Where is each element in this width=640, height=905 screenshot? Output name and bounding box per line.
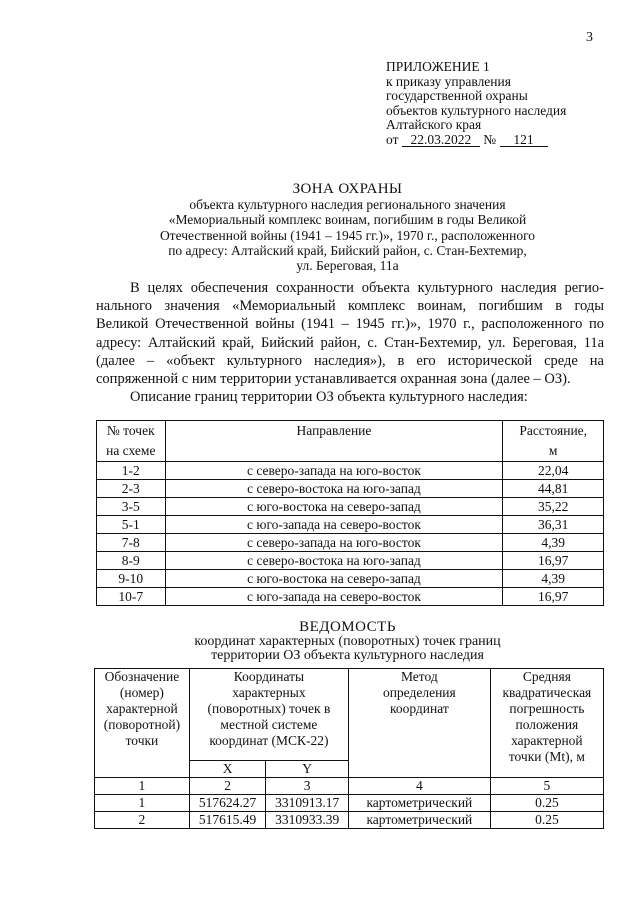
header-line: погрешность — [509, 701, 585, 716]
appendix-line: Алтайского края — [386, 117, 482, 133]
header-x: X — [189, 760, 266, 777]
cell-direction: с северо-востока на юго-запад — [165, 480, 503, 498]
cell-points: 9-10 — [97, 570, 166, 588]
table-row — [95, 812, 604, 829]
zone-title: ЗОНА ОХРАНЫ — [292, 181, 403, 197]
paragraph-line: (далее – «объект культурного наследия»), в его исторической среде на — [96, 352, 604, 369]
cell-distance: 44,81 — [503, 480, 604, 498]
table-row — [97, 480, 604, 498]
cell-point-id: 2 — [95, 812, 190, 829]
header-line: (номер) — [119, 685, 164, 700]
col-number: 1 — [95, 778, 190, 795]
header-line: (поворотной) — [103, 717, 181, 732]
header-points-line2: на схеме — [106, 443, 156, 458]
statement-subtitle-line: координат характерных (поворотных) точек границ — [194, 633, 501, 649]
table-row — [97, 534, 604, 552]
cell-x: 517624.27 — [189, 795, 266, 812]
order-number: 121 — [500, 133, 548, 147]
header-line: Средняя — [522, 669, 571, 684]
header-distance — [503, 421, 604, 462]
cell-distance: 22,04 — [503, 462, 604, 480]
paragraph-line: В целях обеспечения сохранности объекта культурного наследия регио- — [130, 280, 604, 296]
from-prefix: от — [386, 131, 399, 147]
appendix-block — [386, 60, 626, 148]
cell-direction: с северо-запада на юго-восток — [165, 462, 503, 480]
number-label: № — [483, 131, 497, 147]
page-number: 3 — [586, 30, 593, 45]
table-row — [97, 588, 604, 606]
cell-method: картометрический — [348, 795, 490, 812]
header-line: точки (Мt), м — [508, 749, 585, 764]
statement-title-block — [60, 620, 635, 664]
coord-number-row — [95, 778, 604, 795]
header-line: местной системе — [220, 717, 318, 732]
cell-distance: 35,22 — [503, 498, 604, 516]
header-line: точки — [125, 733, 159, 748]
zone-subtitle-line: «Мемориальный комплекс воинам, погибшим в годы Великой — [168, 212, 527, 228]
header-points — [97, 421, 166, 462]
cell-points: 10-7 — [97, 588, 166, 606]
cell-direction: с северо-востока на юго-запад — [165, 552, 503, 570]
header-line: Обозначение — [104, 669, 180, 684]
order-date: 22.03.2022 — [402, 133, 480, 147]
header-method — [348, 669, 490, 778]
cell-distance: 16,97 — [503, 588, 604, 606]
table-row — [97, 552, 604, 570]
header-line: координат (МСК-22) — [209, 733, 329, 748]
header-distance-line1: Расстояние, — [519, 423, 588, 438]
coordinate-table — [94, 668, 604, 829]
cell-points: 3-5 — [97, 498, 166, 516]
boundary-table-header — [97, 421, 604, 462]
cell-distance: 4,39 — [503, 534, 604, 552]
header-line: (поворотных) точек в — [207, 701, 331, 716]
header-line: квадратическая — [502, 685, 592, 700]
paragraph-line: сопряженной с ним территории устанавливается охранная зона (далее – ОЗ). — [96, 371, 571, 388]
zone-subtitle-line: ул. Береговая, 11а — [296, 258, 399, 274]
statement-title: ВЕДОМОСТЬ — [299, 619, 396, 635]
table-row — [97, 570, 604, 588]
paragraph-line: нального значения «Мемориальный комплекс воинам, погибшим в годы — [96, 298, 604, 315]
header-line: характерной — [106, 701, 178, 716]
col-number: 5 — [490, 778, 603, 795]
order-date-line — [386, 133, 626, 148]
cell-distance: 16,97 — [503, 552, 604, 570]
header-distance-line2: м — [548, 443, 558, 458]
header-line: Координаты — [233, 669, 305, 684]
col-number: 4 — [348, 778, 490, 795]
table-row — [97, 498, 604, 516]
zone-subtitle-line: Отечественной войны (1941 – 1945 гг.)», 1970 г., расположенного — [159, 227, 536, 243]
table-row — [95, 795, 604, 812]
zone-subtitle-line: по адресу: Алтайский край, Бийский район, с. Стан-Бехтемир, — [168, 242, 527, 258]
cell-points: 7-8 — [97, 534, 166, 552]
cell-error: 0.25 — [490, 795, 603, 812]
cell-method: картометрический — [348, 812, 490, 829]
header-point-id — [95, 669, 190, 778]
header-direction: Направление — [165, 421, 503, 462]
cell-direction: с юго-востока на северо-запад — [165, 570, 503, 588]
cell-direction: с юго-запада на северо-восток — [165, 588, 503, 606]
appendix-line: объектов культурного наследия — [386, 102, 567, 118]
header-points-line1: № точек — [106, 423, 155, 438]
cell-points: 8-9 — [97, 552, 166, 570]
header-y: Y — [266, 760, 349, 777]
coord-header-row — [95, 669, 604, 761]
cell-y: 3310933.39 — [266, 812, 349, 829]
paragraph-line: Описание границ территории ОЗ объекта культурного наследия: — [130, 389, 528, 406]
paragraph-line: Великой Отечественной войны (1941 – 1945 гг.)», 1970 г., расположенного по — [96, 316, 604, 333]
intro-paragraph — [96, 279, 604, 406]
cell-points: 1-2 — [97, 462, 166, 480]
zone-title-block — [60, 182, 635, 273]
cell-direction: с северо-запада на юго-восток — [165, 534, 503, 552]
header-line: определения — [382, 685, 456, 700]
cell-x: 517615.49 — [189, 812, 266, 829]
col-number: 3 — [266, 778, 349, 795]
cell-direction: с юго-востока на северо-запад — [165, 498, 503, 516]
cell-points: 2-3 — [97, 480, 166, 498]
cell-distance: 36,31 — [503, 516, 604, 534]
header-line: положения — [515, 717, 579, 732]
cell-error: 0.25 — [490, 812, 603, 829]
zone-subtitle-line: объекта культурного наследия регионального значения — [189, 197, 506, 213]
header-coordinates — [189, 669, 348, 761]
header-line: координат — [389, 701, 449, 716]
header-line: Метод — [400, 669, 438, 684]
appendix-line: государственной охраны — [386, 88, 528, 104]
statement-subtitle-line: территории ОЗ объекта культурного наследия — [211, 648, 484, 663]
cell-point-id: 1 — [95, 795, 190, 812]
paragraph-line: адресу: Алтайский край, Бийский район, с. Стан-Бехтемир, ул. Береговая, 11а — [96, 334, 604, 351]
cell-y: 3310913.17 — [266, 795, 349, 812]
appendix-title: ПРИЛОЖЕНИЕ 1 — [386, 59, 490, 74]
header-line: характерных — [232, 685, 306, 700]
table-row — [97, 462, 604, 480]
header-error — [490, 669, 603, 778]
table-row — [97, 516, 604, 534]
header-line: характерной — [511, 733, 583, 748]
col-number: 2 — [189, 778, 266, 795]
cell-distance: 4,39 — [503, 570, 604, 588]
cell-direction: с юго-запада на северо-восток — [165, 516, 503, 534]
boundary-table — [96, 420, 604, 606]
appendix-line: к приказу управления — [386, 73, 511, 89]
cell-points: 5-1 — [97, 516, 166, 534]
